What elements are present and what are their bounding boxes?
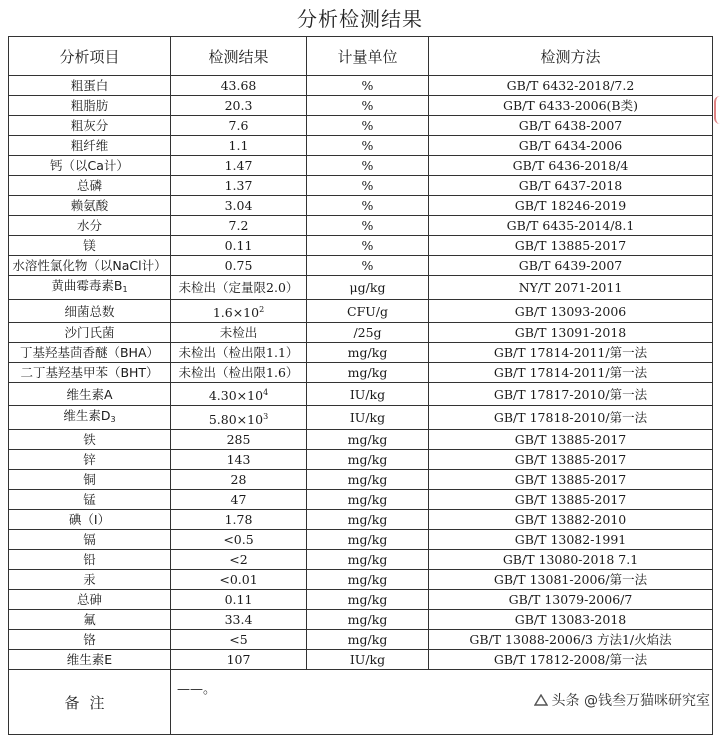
unit-text: mg/kg bbox=[347, 572, 388, 587]
method-text: GB/T 17817-2010/第一法 bbox=[493, 386, 648, 402]
cell-unit bbox=[307, 590, 429, 610]
cell-item bbox=[9, 116, 171, 136]
cell-method bbox=[429, 276, 713, 300]
cell-method bbox=[429, 300, 713, 323]
unit-text: % bbox=[361, 138, 374, 153]
cell-method bbox=[429, 610, 713, 630]
method-text: GB/T 6438-2007 bbox=[518, 118, 623, 133]
cell-unit bbox=[307, 363, 429, 383]
cell-unit bbox=[307, 430, 429, 450]
item-text: 铬 bbox=[83, 632, 96, 647]
cell-result bbox=[171, 96, 307, 116]
table-row bbox=[9, 276, 713, 300]
cell-unit bbox=[307, 570, 429, 590]
cell-method bbox=[429, 136, 713, 156]
cell-method bbox=[429, 343, 713, 363]
result-text: 1.6×10 bbox=[212, 305, 260, 320]
header-method: 检测方法 bbox=[429, 37, 713, 76]
item-subscript: 1 bbox=[122, 285, 128, 294]
cell-item bbox=[9, 406, 171, 430]
cell-unit bbox=[307, 510, 429, 530]
cell-method bbox=[429, 510, 713, 530]
result-text: 33.4 bbox=[224, 612, 253, 627]
cell-item bbox=[9, 510, 171, 530]
cell-result bbox=[171, 156, 307, 176]
unit-text: mg/kg bbox=[347, 612, 388, 627]
result-text: 0.75 bbox=[224, 258, 253, 273]
cell-unit bbox=[307, 610, 429, 630]
header-item: 分析项目 bbox=[9, 37, 171, 76]
cell-unit bbox=[307, 406, 429, 430]
cell-item bbox=[9, 530, 171, 550]
cell-item bbox=[9, 650, 171, 670]
result-text: 43.68 bbox=[220, 78, 257, 93]
note-text: ——。 bbox=[171, 670, 713, 735]
method-text: GB/T 13081-2006/第一法 bbox=[493, 572, 648, 587]
unit-text: mg/kg bbox=[347, 532, 388, 547]
cell-item bbox=[9, 430, 171, 450]
item-text: 水溶性氯化物（以NaCl计） bbox=[12, 258, 167, 273]
cell-unit bbox=[307, 196, 429, 216]
cell-method bbox=[429, 116, 713, 136]
item-text: 总磷 bbox=[76, 178, 102, 193]
cell-unit bbox=[307, 256, 429, 276]
result-text: <0.5 bbox=[223, 532, 254, 547]
method-text: GB/T 6433-2006(B类) bbox=[503, 98, 638, 113]
cell-result bbox=[171, 76, 307, 96]
cell-result bbox=[171, 136, 307, 156]
result-text: 未检出（检出限1.6） bbox=[178, 365, 299, 380]
cell-item bbox=[9, 256, 171, 276]
cell-item bbox=[9, 96, 171, 116]
cell-method bbox=[429, 196, 713, 216]
cell-result bbox=[171, 116, 307, 136]
result-text: 7.2 bbox=[228, 218, 249, 233]
cell-unit bbox=[307, 156, 429, 176]
cell-method bbox=[429, 216, 713, 236]
result-text: <5 bbox=[229, 632, 248, 647]
method-text: GB/T 13091-2018 bbox=[514, 325, 627, 340]
table-row bbox=[9, 236, 713, 256]
cell-result bbox=[171, 383, 307, 406]
cell-method bbox=[429, 76, 713, 96]
method-text: GB/T 13083-2018 bbox=[514, 612, 627, 627]
item-text: 二丁基羟基甲苯（BHT） bbox=[20, 365, 159, 380]
cell-item bbox=[9, 343, 171, 363]
cell-unit bbox=[307, 216, 429, 236]
cell-result bbox=[171, 610, 307, 630]
cell-unit bbox=[307, 550, 429, 570]
unit-text: mg/kg bbox=[347, 452, 388, 467]
cell-unit bbox=[307, 630, 429, 650]
result-text: 7.6 bbox=[228, 118, 249, 133]
cell-result bbox=[171, 256, 307, 276]
method-text: GB/T 6432-2018/7.2 bbox=[506, 78, 635, 93]
method-text: GB/T 13088-2006/3 方法1/火焰法 bbox=[469, 632, 672, 647]
cell-method bbox=[429, 490, 713, 510]
unit-text: mg/kg bbox=[347, 365, 388, 380]
cell-method bbox=[429, 590, 713, 610]
result-text: 143 bbox=[226, 452, 251, 467]
unit-text: mg/kg bbox=[347, 552, 388, 567]
unit-text: % bbox=[361, 78, 374, 93]
table-row bbox=[9, 196, 713, 216]
unit-text: % bbox=[361, 98, 374, 113]
table-row bbox=[9, 430, 713, 450]
cell-item bbox=[9, 630, 171, 650]
result-text: 4.30×10 bbox=[208, 388, 264, 403]
cell-item bbox=[9, 196, 171, 216]
cell-unit bbox=[307, 490, 429, 510]
cell-item bbox=[9, 300, 171, 323]
item-text: 锌 bbox=[83, 452, 96, 467]
method-text: GB/T 13885-2017 bbox=[514, 238, 627, 253]
cell-unit bbox=[307, 116, 429, 136]
item-text: 维生素E bbox=[66, 652, 113, 667]
unit-text: % bbox=[361, 218, 374, 233]
method-text: GB/T 17812-2008/第一法 bbox=[493, 652, 648, 667]
unit-text: mg/kg bbox=[347, 592, 388, 607]
cell-unit bbox=[307, 300, 429, 323]
unit-text: mg/kg bbox=[347, 345, 388, 360]
cell-item bbox=[9, 216, 171, 236]
unit-text: μg/kg bbox=[349, 280, 386, 295]
unit-text: % bbox=[361, 258, 374, 273]
cell-result bbox=[171, 363, 307, 383]
unit-text: mg/kg bbox=[347, 472, 388, 487]
method-text: GB/T 18246-2019 bbox=[514, 198, 627, 213]
table-row bbox=[9, 96, 713, 116]
note-label: 备注 bbox=[9, 670, 171, 735]
cell-unit bbox=[307, 76, 429, 96]
method-text: GB/T 6436-2018/4 bbox=[512, 158, 629, 173]
method-text: GB/T 13885-2017 bbox=[514, 432, 627, 447]
table-row bbox=[9, 343, 713, 363]
method-text: GB/T 13885-2017 bbox=[514, 492, 627, 507]
method-text: GB/T 13882-2010 bbox=[514, 512, 627, 527]
cell-item bbox=[9, 590, 171, 610]
item-text: 丁基羟基茴香醚（BHA） bbox=[19, 345, 160, 360]
cell-result bbox=[171, 323, 307, 343]
unit-text: IU/kg bbox=[349, 410, 386, 425]
cell-result bbox=[171, 343, 307, 363]
unit-text: mg/kg bbox=[347, 512, 388, 527]
cell-unit bbox=[307, 450, 429, 470]
item-text: 汞 bbox=[83, 572, 96, 587]
result-text: <0.01 bbox=[219, 572, 258, 587]
cell-method bbox=[429, 630, 713, 650]
unit-text: % bbox=[361, 118, 374, 133]
cell-method bbox=[429, 176, 713, 196]
method-text: GB/T 13885-2017 bbox=[514, 452, 627, 467]
cell-method bbox=[429, 530, 713, 550]
unit-text: CFU/g bbox=[347, 303, 388, 319]
cell-method bbox=[429, 156, 713, 176]
table-row bbox=[9, 610, 713, 630]
cell-unit bbox=[307, 470, 429, 490]
cell-result bbox=[171, 570, 307, 590]
item-text: 铁 bbox=[83, 432, 96, 447]
unit-text: mg/kg bbox=[347, 432, 388, 447]
item-text: 镁 bbox=[83, 238, 96, 253]
method-text: GB/T 6437-2018 bbox=[518, 178, 623, 193]
unit-text: % bbox=[361, 158, 374, 173]
cell-result bbox=[171, 490, 307, 510]
cell-result bbox=[171, 650, 307, 670]
table-row bbox=[9, 570, 713, 590]
method-text: GB/T 13885-2017 bbox=[514, 472, 627, 487]
item-text: 粗蛋白 bbox=[70, 78, 109, 93]
cell-item bbox=[9, 176, 171, 196]
method-text: GB/T 6435-2014/8.1 bbox=[506, 218, 635, 233]
table-row bbox=[9, 116, 713, 136]
watermark bbox=[534, 690, 710, 710]
table-row bbox=[9, 256, 713, 276]
cell-item bbox=[9, 610, 171, 630]
cell-item bbox=[9, 570, 171, 590]
cell-result bbox=[171, 450, 307, 470]
cell-item bbox=[9, 76, 171, 96]
table-row bbox=[9, 450, 713, 470]
cell-method bbox=[429, 323, 713, 343]
cell-result bbox=[171, 176, 307, 196]
unit-text: /25g bbox=[353, 325, 382, 340]
cell-method bbox=[429, 363, 713, 383]
result-text: 5.80×10 bbox=[208, 411, 264, 427]
item-text: 黄曲霉毒素B bbox=[51, 278, 123, 293]
result-text: 未检出（检出限1.1） bbox=[178, 345, 299, 360]
page-title: 分析检测结果 bbox=[297, 7, 423, 31]
result-text: 1.1 bbox=[228, 138, 249, 153]
item-text: 维生素A bbox=[66, 386, 113, 402]
cell-unit bbox=[307, 136, 429, 156]
edge-stamp-mark bbox=[714, 96, 720, 124]
item-text: 水分 bbox=[76, 218, 102, 233]
result-text: <2 bbox=[229, 552, 248, 567]
item-text: 碘（I） bbox=[68, 512, 111, 527]
table-row bbox=[9, 300, 713, 323]
cell-method bbox=[429, 96, 713, 116]
table-row bbox=[9, 156, 713, 176]
cell-unit bbox=[307, 383, 429, 406]
cell-item bbox=[9, 363, 171, 383]
cell-item bbox=[9, 323, 171, 343]
table-row bbox=[9, 76, 713, 96]
result-text: 未检出（定量限2.0） bbox=[178, 280, 299, 295]
cell-item bbox=[9, 276, 171, 300]
cell-unit bbox=[307, 276, 429, 300]
results-table bbox=[8, 36, 713, 735]
unit-text: IU/kg bbox=[349, 386, 386, 402]
unit-text: IU/kg bbox=[349, 652, 386, 667]
unit-text: % bbox=[361, 238, 374, 253]
method-text: GB/T 17814-2011/第一法 bbox=[493, 345, 648, 360]
table-row bbox=[9, 630, 713, 650]
method-text: GB/T 6439-2007 bbox=[518, 258, 623, 273]
watermark-text: 头条 @钱叁万猫咪研究室 bbox=[551, 693, 710, 709]
cell-result bbox=[171, 196, 307, 216]
item-text: 沙门氏菌 bbox=[64, 325, 115, 340]
item-subscript: 3 bbox=[110, 415, 116, 424]
table-row bbox=[9, 406, 713, 430]
item-text: 赖氨酸 bbox=[70, 198, 109, 213]
cell-unit bbox=[307, 323, 429, 343]
cell-item bbox=[9, 450, 171, 470]
result-supscript: 3 bbox=[263, 411, 269, 421]
watermark-logo-icon bbox=[534, 694, 548, 706]
item-text: 铜 bbox=[83, 472, 96, 487]
result-text: 28 bbox=[230, 472, 247, 487]
cell-result bbox=[171, 276, 307, 300]
unit-text: % bbox=[361, 198, 374, 213]
cell-method bbox=[429, 650, 713, 670]
cell-unit bbox=[307, 96, 429, 116]
result-supscript: 2 bbox=[259, 305, 265, 314]
cell-method bbox=[429, 236, 713, 256]
item-text: 钙（以Ca计） bbox=[50, 158, 129, 173]
item-text: 粗灰分 bbox=[70, 118, 109, 133]
cell-result bbox=[171, 430, 307, 450]
header-unit: 计量单位 bbox=[307, 37, 429, 76]
cell-result bbox=[171, 406, 307, 430]
cell-unit bbox=[307, 530, 429, 550]
cell-method bbox=[429, 550, 713, 570]
cell-item bbox=[9, 383, 171, 406]
cell-method bbox=[429, 450, 713, 470]
cell-item bbox=[9, 550, 171, 570]
table-row bbox=[9, 530, 713, 550]
table-row bbox=[9, 470, 713, 490]
cell-result bbox=[171, 470, 307, 490]
result-text: 1.37 bbox=[224, 178, 253, 193]
method-text: GB/T 13080-2018 7.1 bbox=[502, 552, 639, 567]
cell-result bbox=[171, 630, 307, 650]
cell-result bbox=[171, 300, 307, 323]
method-text: NY/T 2071-2011 bbox=[518, 280, 623, 295]
method-text: GB/T 6434-2006 bbox=[518, 138, 623, 153]
table-row bbox=[9, 323, 713, 343]
cell-unit bbox=[307, 343, 429, 363]
table-header-row bbox=[9, 37, 713, 76]
cell-method bbox=[429, 406, 713, 430]
cell-unit bbox=[307, 176, 429, 196]
item-text: 锰 bbox=[83, 492, 96, 507]
cell-method bbox=[429, 430, 713, 450]
unit-text: mg/kg bbox=[347, 632, 388, 647]
item-text: 总砷 bbox=[76, 592, 102, 607]
cell-result bbox=[171, 216, 307, 236]
result-text: 47 bbox=[230, 492, 247, 507]
table-row bbox=[9, 383, 713, 406]
cell-result bbox=[171, 590, 307, 610]
result-text: 0.11 bbox=[224, 238, 253, 253]
method-text: GB/T 17814-2011/第一法 bbox=[493, 365, 648, 380]
cell-method bbox=[429, 256, 713, 276]
item-text: 粗纤维 bbox=[70, 138, 109, 153]
table-row bbox=[9, 650, 713, 670]
table-row bbox=[9, 550, 713, 570]
cell-method bbox=[429, 570, 713, 590]
result-text: 20.3 bbox=[224, 98, 253, 113]
cell-unit bbox=[307, 650, 429, 670]
result-text: 285 bbox=[226, 432, 251, 447]
item-text: 粗脂肪 bbox=[70, 98, 109, 113]
table-row bbox=[9, 363, 713, 383]
result-text: 0.11 bbox=[224, 592, 253, 607]
item-text: 镉 bbox=[83, 532, 96, 547]
item-text: 氟 bbox=[83, 612, 96, 627]
table-row bbox=[9, 136, 713, 156]
table-row bbox=[9, 590, 713, 610]
cell-result bbox=[171, 510, 307, 530]
item-text: 细菌总数 bbox=[64, 303, 115, 319]
table-row bbox=[9, 510, 713, 530]
table-row bbox=[9, 176, 713, 196]
result-text: 3.04 bbox=[224, 198, 253, 213]
result-text: 107 bbox=[226, 652, 251, 667]
method-text: GB/T 17818-2010/第一法 bbox=[493, 410, 648, 425]
result-supscript: 4 bbox=[263, 388, 269, 397]
table-row bbox=[9, 216, 713, 236]
cell-item bbox=[9, 156, 171, 176]
cell-method bbox=[429, 470, 713, 490]
cell-result bbox=[171, 550, 307, 570]
cell-item bbox=[9, 470, 171, 490]
item-text: 铅 bbox=[83, 552, 96, 567]
unit-text: % bbox=[361, 178, 374, 193]
cell-result bbox=[171, 530, 307, 550]
method-text: GB/T 13093-2006 bbox=[514, 303, 627, 319]
method-text: GB/T 13079-2006/7 bbox=[508, 592, 633, 607]
header-result: 检测结果 bbox=[171, 37, 307, 76]
cell-method bbox=[429, 383, 713, 406]
cell-result bbox=[171, 236, 307, 256]
method-text: GB/T 13082-1991 bbox=[514, 532, 627, 547]
cell-item bbox=[9, 490, 171, 510]
unit-text: mg/kg bbox=[347, 492, 388, 507]
cell-item bbox=[9, 236, 171, 256]
result-text: 未检出 bbox=[219, 325, 258, 340]
result-text: 1.78 bbox=[224, 512, 253, 527]
cell-unit bbox=[307, 236, 429, 256]
table-row bbox=[9, 490, 713, 510]
cell-item bbox=[9, 136, 171, 156]
item-text: 维生素D bbox=[63, 408, 111, 423]
result-text: 1.47 bbox=[224, 158, 253, 173]
